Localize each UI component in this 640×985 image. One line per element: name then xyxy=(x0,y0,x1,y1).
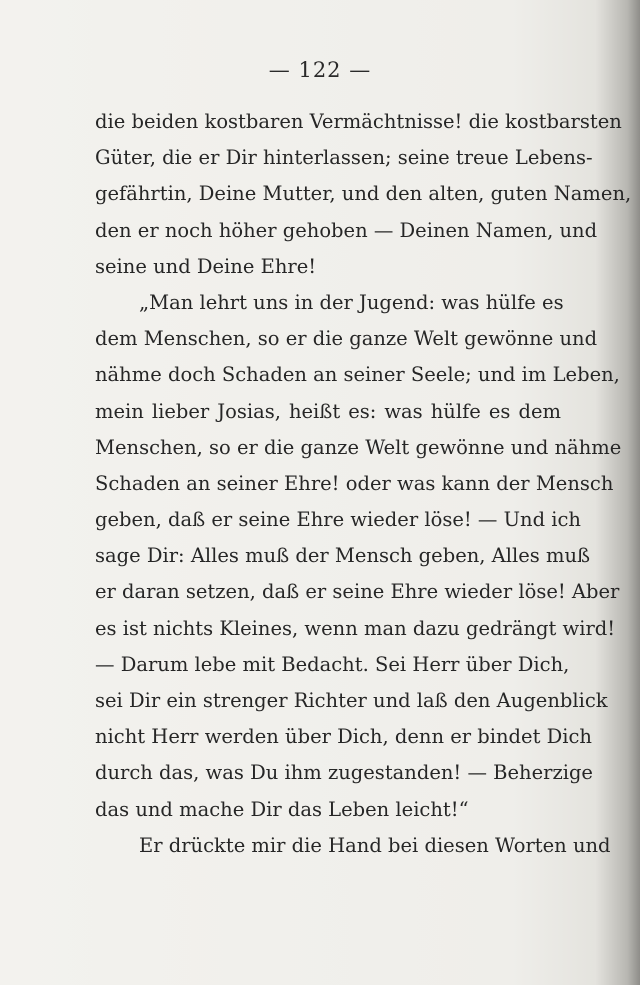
text-line-16: — Darum lebe mit Bedacht. Sei Herr über Dich, xyxy=(95,652,570,676)
text-line-6: „Man lehrt uns in der Jugend: was hülfe es xyxy=(139,290,564,314)
body-text xyxy=(95,104,632,864)
text-line-19: durch das, was Du ihm zugestanden! — Beherzige xyxy=(95,761,593,785)
text-line-3: gefährtin, Deine Mutter, und den alten, guten Namen, xyxy=(95,182,632,206)
text-line-10: Menschen, so er die ganze Welt gewönne und nähme xyxy=(95,435,622,459)
text-line-9: mein lieber Josias, heißt es: was hülfe es dem xyxy=(95,399,561,423)
text-line-13: sage Dir: Alles muß der Mensch geben, Alles muß xyxy=(95,544,591,568)
text-line-8: nähme doch Schaden an seiner Seele; und im Leben, xyxy=(95,363,620,387)
text-line-17: sei Dir ein strenger Richter und laß den Augenblick xyxy=(95,689,608,712)
text-line-2: Güter, die er Dir hinterlassen; seine treue Lebens- xyxy=(95,146,593,170)
text-line-14: er daran setzen, daß er seine Ehre wieder löse! Aber xyxy=(95,580,620,604)
text-line-4: den er noch höher gehoben — Deinen Namen, und xyxy=(95,218,598,242)
text-line-15: es ist nichts Kleines, wenn man dazu gedrängt wird! xyxy=(95,616,616,640)
page-number: — 122 — xyxy=(268,58,372,82)
text-line-7: dem Menschen, so er die ganze Welt gewönne und xyxy=(95,327,598,351)
text-line-18: nicht Herr werden über Dich, denn er bindet Dich xyxy=(95,725,592,749)
text-line-20: das und mache Dir das Leben leicht!“ xyxy=(95,797,469,821)
text-line-5: seine und Deine Ehre! xyxy=(95,254,317,278)
text-line-11: Schaden an seiner Ehre! oder was kann der Mensch xyxy=(95,471,614,495)
text-line-12: geben, daß er seine Ehre wieder löse! — Und ich xyxy=(95,508,581,532)
text-line-21: Er drückte mir die Hand bei diesen Worten und xyxy=(139,833,611,857)
text-line-1: die beiden kostbaren Vermächtnisse! die kostbarsten xyxy=(95,110,622,133)
